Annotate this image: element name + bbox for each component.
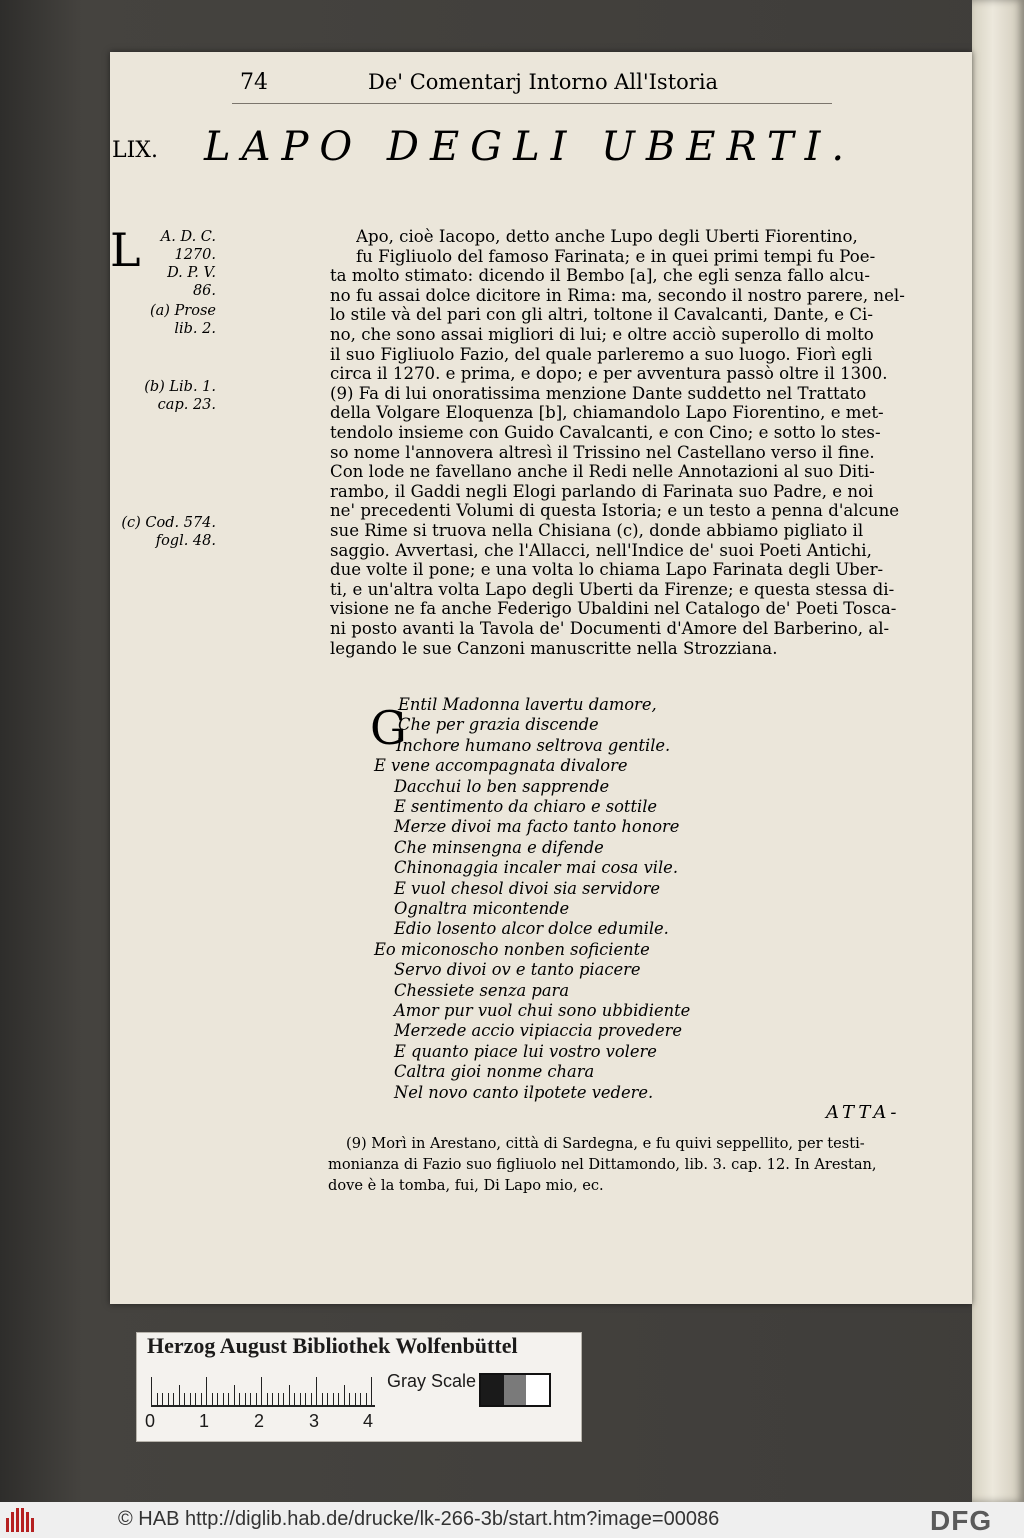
ruler-tick [179, 1385, 180, 1405]
margin-note-line: (b) Lib. 1. [144, 379, 216, 395]
adjacent-page-edge [972, 0, 1024, 1502]
ruler-tick [338, 1393, 339, 1405]
ruler-tick [272, 1393, 273, 1405]
body-line: ni posto avanti la Tavola de' Documenti d'Amore del Barberino, al- [330, 619, 890, 638]
poem-line: E vene accompagnata divalore [374, 756, 628, 776]
ruler-number: 4 [363, 1411, 374, 1431]
body-line: fu Figliuolo del famoso Farinata; e in quei primi tempi fu Poe- [356, 246, 876, 266]
catchword: ATTA- [826, 1102, 901, 1123]
ruler-tick [190, 1393, 191, 1405]
poem-line: Chinonaggia incaler mai cosa vile. [394, 858, 678, 878]
ruler-tick [300, 1393, 301, 1405]
ruler-tick [355, 1393, 356, 1405]
ruler-tick [333, 1393, 334, 1405]
margin-note-line: D. P. V. [167, 265, 216, 281]
gray-patch-dark [481, 1375, 504, 1405]
ruler-tick [162, 1393, 163, 1405]
ruler-number: 3 [309, 1411, 320, 1431]
gray-scale-patches [479, 1373, 551, 1407]
body-line: lo stile và del pari con gli altri, toltone il Cavalcanti, Dante, e Ci- [330, 305, 873, 325]
ruler-tick [234, 1385, 235, 1405]
ruler-tick [261, 1377, 262, 1405]
body-line: ta molto stimato: dicendo il Bembo [a], che egli senza fallo alcu- [330, 266, 871, 286]
ruler-tick [311, 1393, 312, 1405]
body-line: saggio. Avvertasi, che l'Allacci, nell'Indice de' suoi Poeti Antichi, [330, 540, 872, 560]
copyright-link[interactable]: © HAB http://diglib.hab.de/drucke/lk-266-3b/start.htm?image=00086 [118, 1508, 720, 1530]
ruler-tick [212, 1393, 213, 1405]
library-logo-icon [6, 1508, 40, 1532]
ruler-tick [245, 1393, 246, 1405]
poem-line: Dacchui lo ben sapprende [394, 776, 610, 796]
footnote-line: monianza di Fazio suo figliuolo nel Dittamondo, lib. 3. cap. 12. In Arestan, [328, 1156, 877, 1173]
running-head [240, 70, 840, 100]
ruler-tick [206, 1377, 207, 1405]
poem-line: Che minsengna e difende [394, 837, 604, 857]
body-line: il suo Figliuolo Fazio, del quale parleremo a suo luogo. Fiorì egli [330, 344, 873, 364]
body-line: ti, e un'altra volta Lapo degli Uberti da Firenze; e questa stessa di- [330, 579, 895, 599]
poem-line: Ognaltra micontende [394, 899, 570, 918]
ruler-tick [201, 1393, 202, 1405]
margin-note [110, 378, 216, 414]
ruler-tick [173, 1393, 174, 1405]
ruler-tick [168, 1393, 169, 1405]
margin-note-line: (a) Prose [149, 303, 216, 319]
ruler-tick [349, 1393, 350, 1405]
ruler-tick [256, 1393, 257, 1405]
ruler-tick [366, 1393, 367, 1405]
ruler-tick [267, 1393, 268, 1405]
dfg-logo: DFG [930, 1505, 993, 1536]
body-line: (9) Fa di lui onoratissima menzione Dante suddetto nel Trattato [330, 383, 867, 403]
footnote-line: (9) Morì in Arestano, città di Sardegna, e fu quivi seppellito, per testi- [346, 1135, 865, 1152]
body-line: della Volgare Eloquenza [b], chiamandolo Lapo Fiorentino, e met- [330, 403, 884, 423]
poem-line: Chessiete senza para [394, 980, 570, 1000]
running-title: De' Comentarj Intorno All'Istoria [368, 70, 719, 94]
poem-line: Servo divoi ov e tanto piacere [394, 960, 641, 980]
body-line: circa il 1270. e prima, e dopo; e per avventura passò oltre il 1300. [330, 364, 888, 384]
ruler-tick [223, 1393, 224, 1405]
head-rule [232, 103, 832, 104]
poem-line: Caltra gioi nonme chara [394, 1062, 595, 1082]
poem-line: E quanto piace lui vostro volere [394, 1041, 657, 1061]
gray-patch-mid [504, 1375, 527, 1405]
ruler-tick [371, 1377, 372, 1405]
ruler-tick [228, 1393, 229, 1405]
footnote-line: dove è la tomba, fui, Di Lapo mio, ec. [328, 1177, 604, 1194]
body-line: tendolo insieme con Guido Cavalcanti, e con Cino; e sotto lo stes- [330, 423, 881, 442]
ruler-tick [289, 1385, 290, 1405]
chapter-heading [112, 124, 856, 174]
ruler-tick [157, 1393, 158, 1405]
ruler-tick [360, 1393, 361, 1405]
poem-line: E sentimento da chiaro e sottile [394, 797, 658, 816]
body-line: rambo, il Gaddi negli Elogi parlando di Farinata suo Padre, e noi [330, 481, 874, 501]
margin-note-line: 86. [192, 283, 216, 299]
body-line: Apo, cioè Iacopo, detto anche Lupo degli Uberti Fiorentino, [356, 227, 858, 246]
margin-note [110, 302, 216, 338]
body-line: due volte il pone; e una volta lo chiama Lapo Farinata degli Uber- [330, 560, 884, 580]
chapter-title: LAPO DEGLI UBERTI. [204, 124, 856, 170]
margin-note [110, 514, 216, 550]
body-line: no, che sono assai migliori di lui; e oltre acciò superollo di molto [330, 325, 874, 344]
chart-title: Herzog August Bibliothek Wolfenbüttel [147, 1333, 518, 1358]
margin-note-line: 1270. [174, 247, 216, 263]
ruler-tick [344, 1385, 345, 1405]
chapter-number: LIX. [112, 138, 158, 163]
ruler-tick [239, 1393, 240, 1405]
ruler-tick [283, 1393, 284, 1405]
poem-line: Edio losento alcor dolce edumile. [394, 919, 669, 939]
margin-note-line: fogl. 48. [155, 533, 216, 549]
body-line: visione ne fa anche Federigo Ubaldini nel Catalogo de' Poeti Tosca- [330, 599, 897, 619]
ruler-tick [327, 1393, 328, 1405]
ruler-tick [195, 1393, 196, 1405]
drop-capital: L [110, 223, 141, 277]
body-line: Con lode ne favellano anche il Redi nelle Annotazioni al suo Diti- [330, 462, 875, 482]
margin-note-line: lib. 2. [174, 321, 216, 337]
poem-line: Che per grazia discende [398, 715, 599, 735]
viewer-footer [0, 1502, 1024, 1538]
color-chart [136, 1332, 582, 1442]
body-line: legando le sue Canzoni manuscritte nella Strozziana. [330, 638, 778, 658]
ruler-number: 2 [254, 1411, 265, 1431]
margin-note-line: (c) Cod. 574. [121, 515, 216, 531]
gray-scale-label: Gray Scale [387, 1371, 477, 1391]
poem-line: E vuol chesol divoi sia servidore [394, 878, 660, 898]
poem-line: Merzede accio vipiaccia provedere [394, 1021, 683, 1041]
ruler-number: 1 [199, 1411, 210, 1431]
margin-note-line: cap. 23. [157, 397, 216, 413]
poem-line: Nel novo canto ilpotete vedere. [394, 1082, 654, 1102]
ruler-tick [294, 1393, 295, 1405]
margin-note-line: A. D. C. [160, 229, 216, 245]
poem-line: Entil Madonna lavertu damore, [398, 695, 657, 714]
ruler-tick [322, 1393, 323, 1405]
ruler-tick [217, 1393, 218, 1405]
body-line: sue Rime si truova nella Chisiana (c), donde abbiamo pigliato il [330, 521, 864, 540]
body-line: ne' precedenti Volumi di questa Istoria; e un testo a penna d'alcune [330, 501, 900, 521]
body-line: so nome l'annovera altresì il Trissino nel Castellano verso il fine. [330, 442, 875, 462]
ruler-tick [250, 1393, 251, 1405]
body-line: no fu assai dolce dicitore in Rima: ma, secondo il nostro parere, nel- [330, 285, 905, 305]
poem-line: Amor pur vuol chui sono ubbidiente [394, 1001, 691, 1020]
ruler-tick [316, 1377, 317, 1405]
poem-line: Inchore humano seltrova gentile. [396, 735, 671, 755]
ruler-tick [278, 1393, 279, 1405]
ruler-tick [151, 1377, 152, 1405]
page-number: 74 [240, 70, 268, 95]
poem-drop-capital: G [370, 701, 407, 755]
scale-ruler [151, 1375, 375, 1407]
poem-line: Eo miconoscho nonben soficiente [374, 939, 650, 959]
gray-patch-light [526, 1375, 549, 1405]
poem-line: Merze divoi ma facto tanto honore [394, 817, 680, 837]
ruler-number: 0 [145, 1411, 156, 1431]
ruler-tick [305, 1393, 306, 1405]
ruler-tick [184, 1393, 185, 1405]
